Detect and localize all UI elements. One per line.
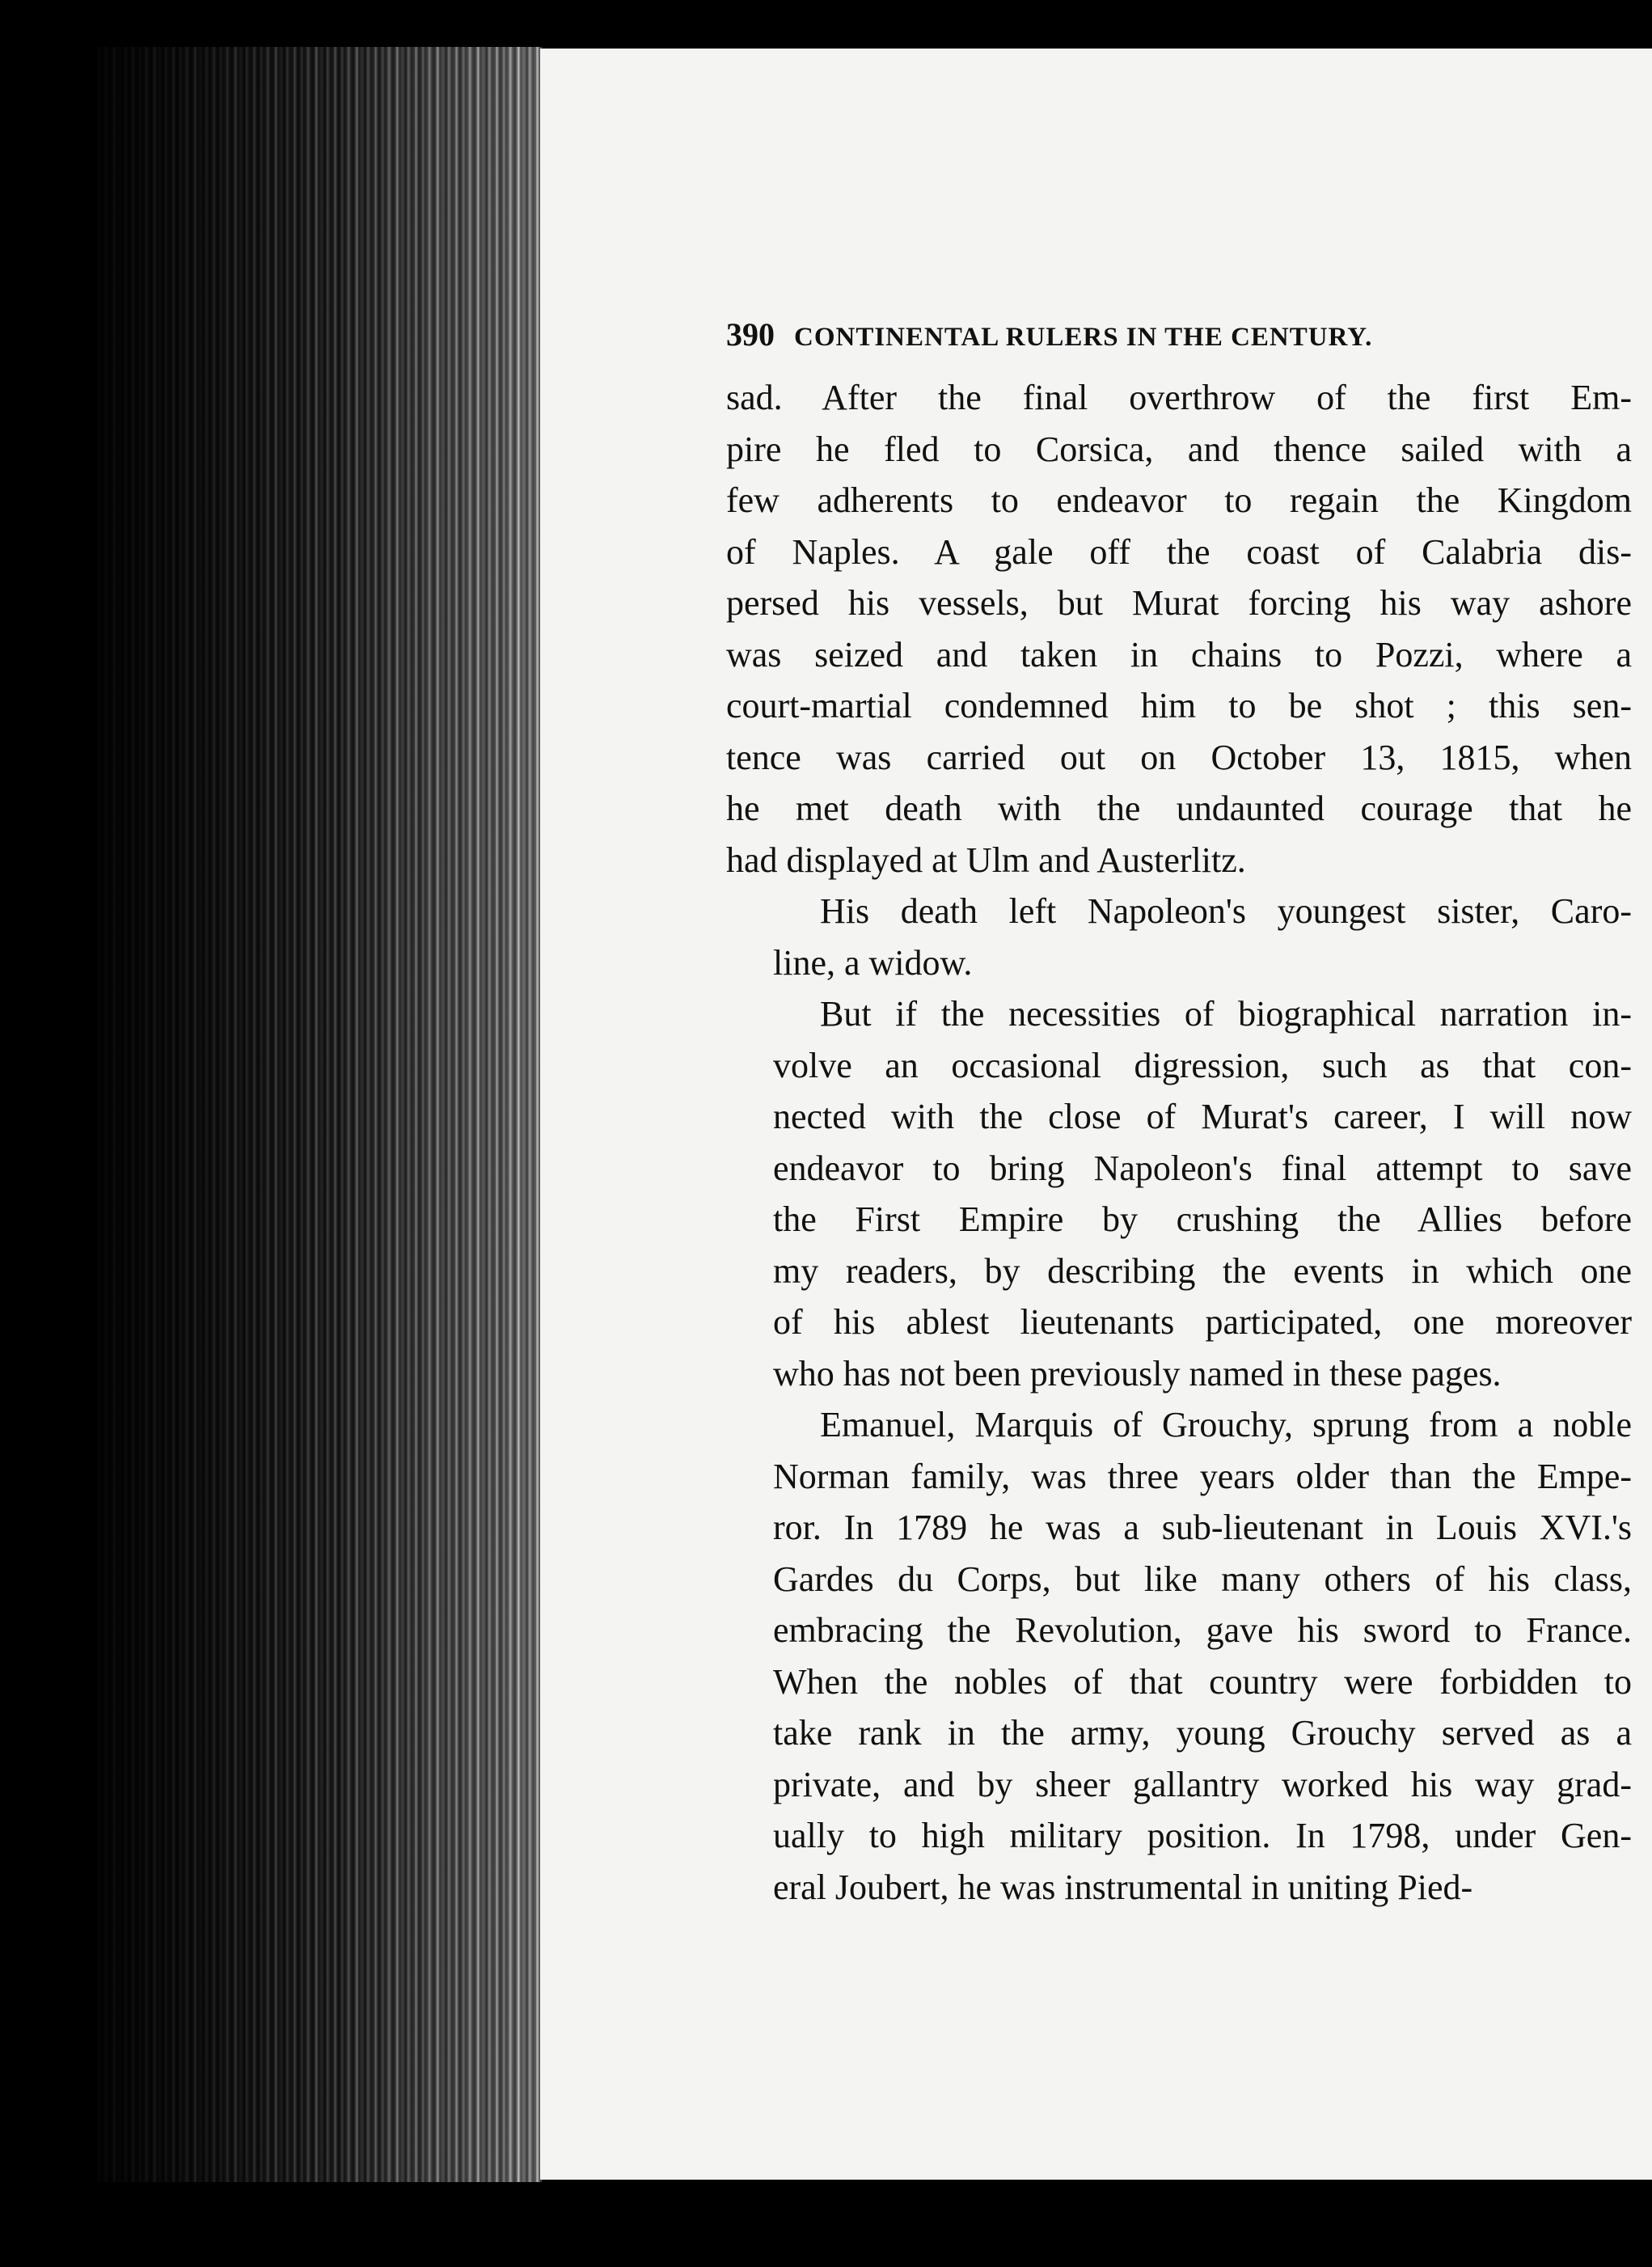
text-line: sad. After the final overthrow of the first Em- [726, 378, 1632, 417]
text-line: ror. In 1789 he was a sub-lieutenant in Louis XVI.'s [773, 1508, 1632, 1547]
book-edge-shadow [95, 47, 542, 2182]
text-line: Emanuel, Marquis of Grouchy, sprung from a noble [820, 1405, 1632, 1444]
text-line: of his ablest lieutenants participated, one moreover [773, 1302, 1632, 1342]
text-line: of Naples. A gale off the coast of Calabria dis- [726, 531, 1632, 572]
text-line: was seized and taken in chains to Pozzi, where a [726, 634, 1632, 675]
paragraph [726, 988, 1632, 1399]
text-line: Gardes du Corps, but like many others of his class, [773, 1559, 1632, 1599]
text-line: nected with the close of Murat's career, I will now [773, 1097, 1632, 1136]
text-line: tence was carried out on October 13, 1815, when [726, 737, 1632, 777]
text-line: But if the necessities of biographical narration in- [820, 994, 1632, 1034]
text-line: who has not been previously named in these pages. [773, 1353, 1502, 1394]
text-line: volve an occasional digression, such as that con- [773, 1045, 1632, 1085]
body-text [726, 372, 1632, 1913]
text-line: embracing the Revolution, gave his sword to France. [773, 1610, 1632, 1650]
paragraph [726, 886, 1632, 988]
running-head-title: CONTINENTAL RULERS IN THE CENTURY. [794, 323, 1373, 352]
text-line: endeavor to bring Napoleon's final attempt to save [773, 1148, 1632, 1188]
page-number: 390 [726, 316, 775, 353]
text-line: had displayed at Ulm and Austerlitz. [726, 840, 1246, 880]
text-line: ually to high military position. In 1798, under Gen- [773, 1816, 1632, 1855]
text-line: His death left Napoleon's youngest sister, Caro- [820, 891, 1632, 931]
page-sheet [540, 49, 1652, 2180]
text-line: my readers, by describing the events in which one [773, 1250, 1632, 1291]
running-head [726, 315, 1632, 372]
text-line: take rank in the army, young Grouchy served as a [773, 1713, 1632, 1753]
text-line: few adherents to endeavor to regain the Kingdom [726, 480, 1632, 520]
text-line: When the nobles of that country were forbidden to [773, 1661, 1632, 1702]
text-line: pire he fled to Corsica, and thence sailed with a [726, 429, 1632, 469]
text-line: eral Joubert, he was instrumental in uniting Pied- [773, 1867, 1473, 1907]
text-line: line, a widow. [773, 942, 973, 983]
text-line: persed his vessels, but Murat forcing his way ashore [726, 583, 1632, 623]
text-line: he met death with the undaunted courage that he [726, 789, 1632, 828]
text-block [726, 315, 1632, 1913]
text-line: Norman family, was three years older than the Empe- [773, 1456, 1632, 1496]
text-line: court-martial condemned him to be shot ; this sen- [726, 686, 1632, 725]
text-line: private, and by sheer gallantry worked his way grad- [773, 1764, 1632, 1804]
paragraph [726, 372, 1632, 886]
text-line: the First Empire by crushing the Allies before [773, 1199, 1632, 1239]
paragraph [726, 1399, 1632, 1913]
